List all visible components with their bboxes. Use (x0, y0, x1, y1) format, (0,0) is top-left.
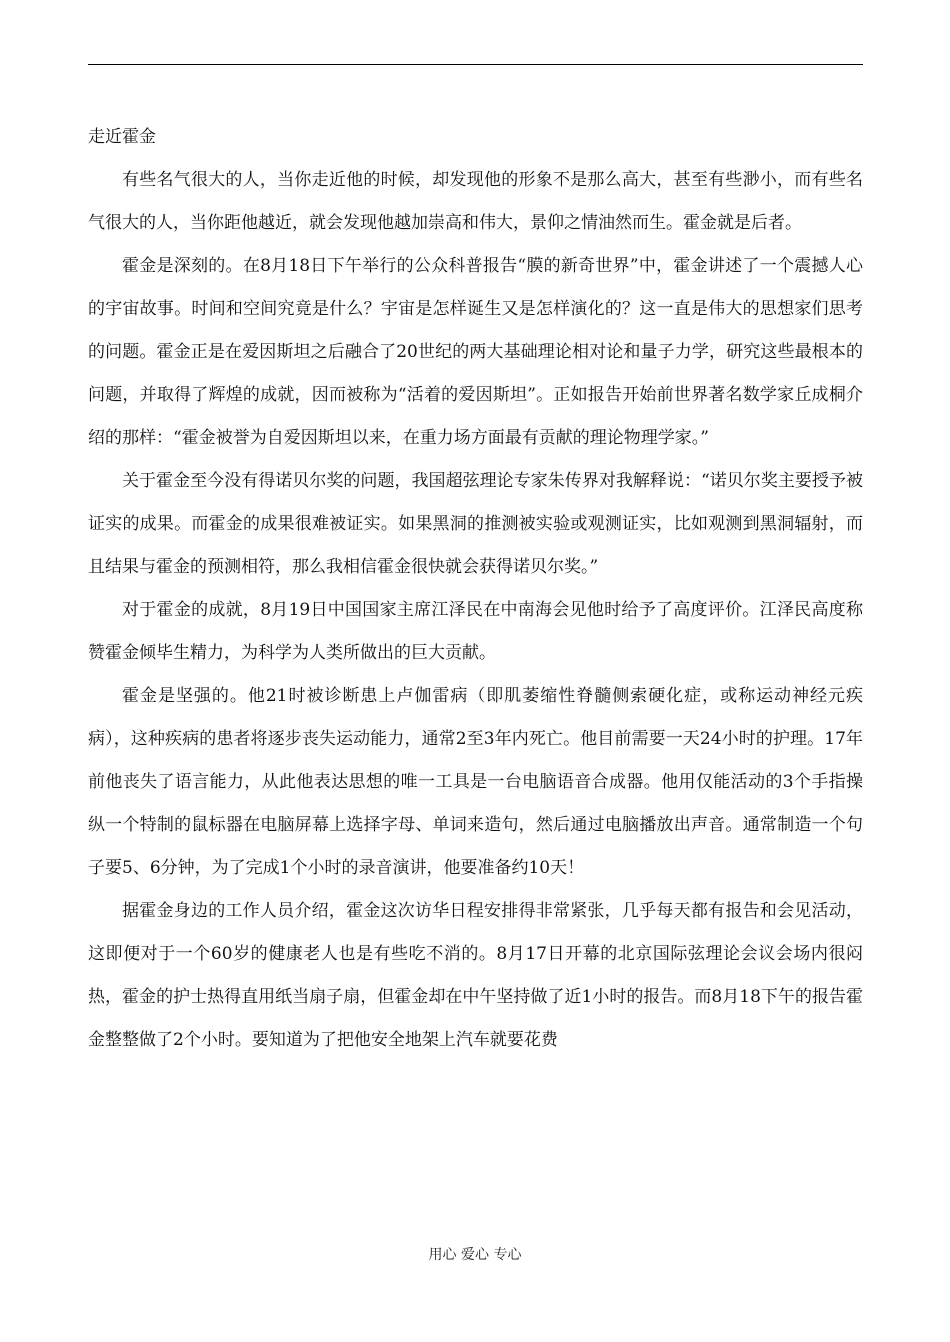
document-title: 走近霍金 (88, 127, 156, 147)
paragraph-4: 对于霍金的成就，8月19日中国国家主席江泽民在中南海会见他时给予了高度评价。江泽民高度称赞霍金倾毕生精力，为科学为人类所做出的巨大贡献。 (88, 600, 863, 663)
paragraph-1: 有些名气很大的人，当你走近他的时候，却发现他的形象不是那么高大，甚至有些渺小，而有些名气很大的人，当你距他越近，就会发现他越加崇高和伟大，景仰之情油然而生。霍金就是后者。 (88, 170, 863, 233)
paragraph-3: 关于霍金至今没有得诺贝尔奖的问题，我国超弦理论专家朱传界对我解释说：“诺贝尔奖主要授予被证实的成果。而霍金的成果很难被证实。如果黑洞的推测被实验或观测证实，比如观测到黑洞辐射，而且结果与霍金的预测相符，那么我相信霍金很快就会获得诺贝尔奖。” (88, 471, 863, 577)
header-rule (88, 64, 863, 65)
page-footer: 用心 爱心 专心 (428, 1247, 522, 1263)
document-body (88, 116, 863, 1062)
paragraph-6: 据霍金身边的工作人员介绍，霍金这次访华日程安排得非常紧张，几乎每天都有报告和会见活动，这即便对于一个60岁的健康老人也是有些吃不消的。8月17日开幕的北京国际弦理论会议会场内很闷热，霍金的护士热得直用纸当扇子扇，但霍金却在中午坚持做了近1小时的报告。而8月18下午的报告霍金整整做了2个小时。要知道为了把他安全地架上汽车就要花费 (88, 901, 863, 1050)
paragraph-5: 霍金是坚强的。他21时被诊断患上卢伽雷病（即肌萎缩性脊髓侧索硬化症，或称运动神经元疾病），这种疾病的患者将逐步丧失运动能力，通常2至3年内死亡。他目前需要一天24小时的护理。17年前他丧失了语言能力，从此他表达思想的唯一工具是一台电脑语音合成器。他用仅能活动的3个手指操纵一个特制的鼠标器在电脑屏幕上选择字母、单词来造句，然后通过电脑播放出声音。通常制造一个句子要5、6分钟，为了完成1个小时的录音演讲，他要准备约10天！ (88, 686, 863, 878)
paragraph-2: 霍金是深刻的。在8月18日下午举行的公众科普报告“膜的新奇世界”中，霍金讲述了一个震撼人心的宇宙故事。时间和空间究竟是什么？宇宙是怎样诞生又是怎样演化的？这一直是伟大的思想家们思考的问题。霍金正是在爱因斯坦之后融合了20世纪的两大基础理论相对论和量子力学，研究这些最根本的问题，并取得了辉煌的成就，因而被称为“活着的爱因斯坦”。正如报告开始前世界著名数学家丘成桐介绍的那样：“霍金被誉为自爱因斯坦以来，在重力场方面最有贡献的理论物理学家。” (88, 256, 863, 448)
